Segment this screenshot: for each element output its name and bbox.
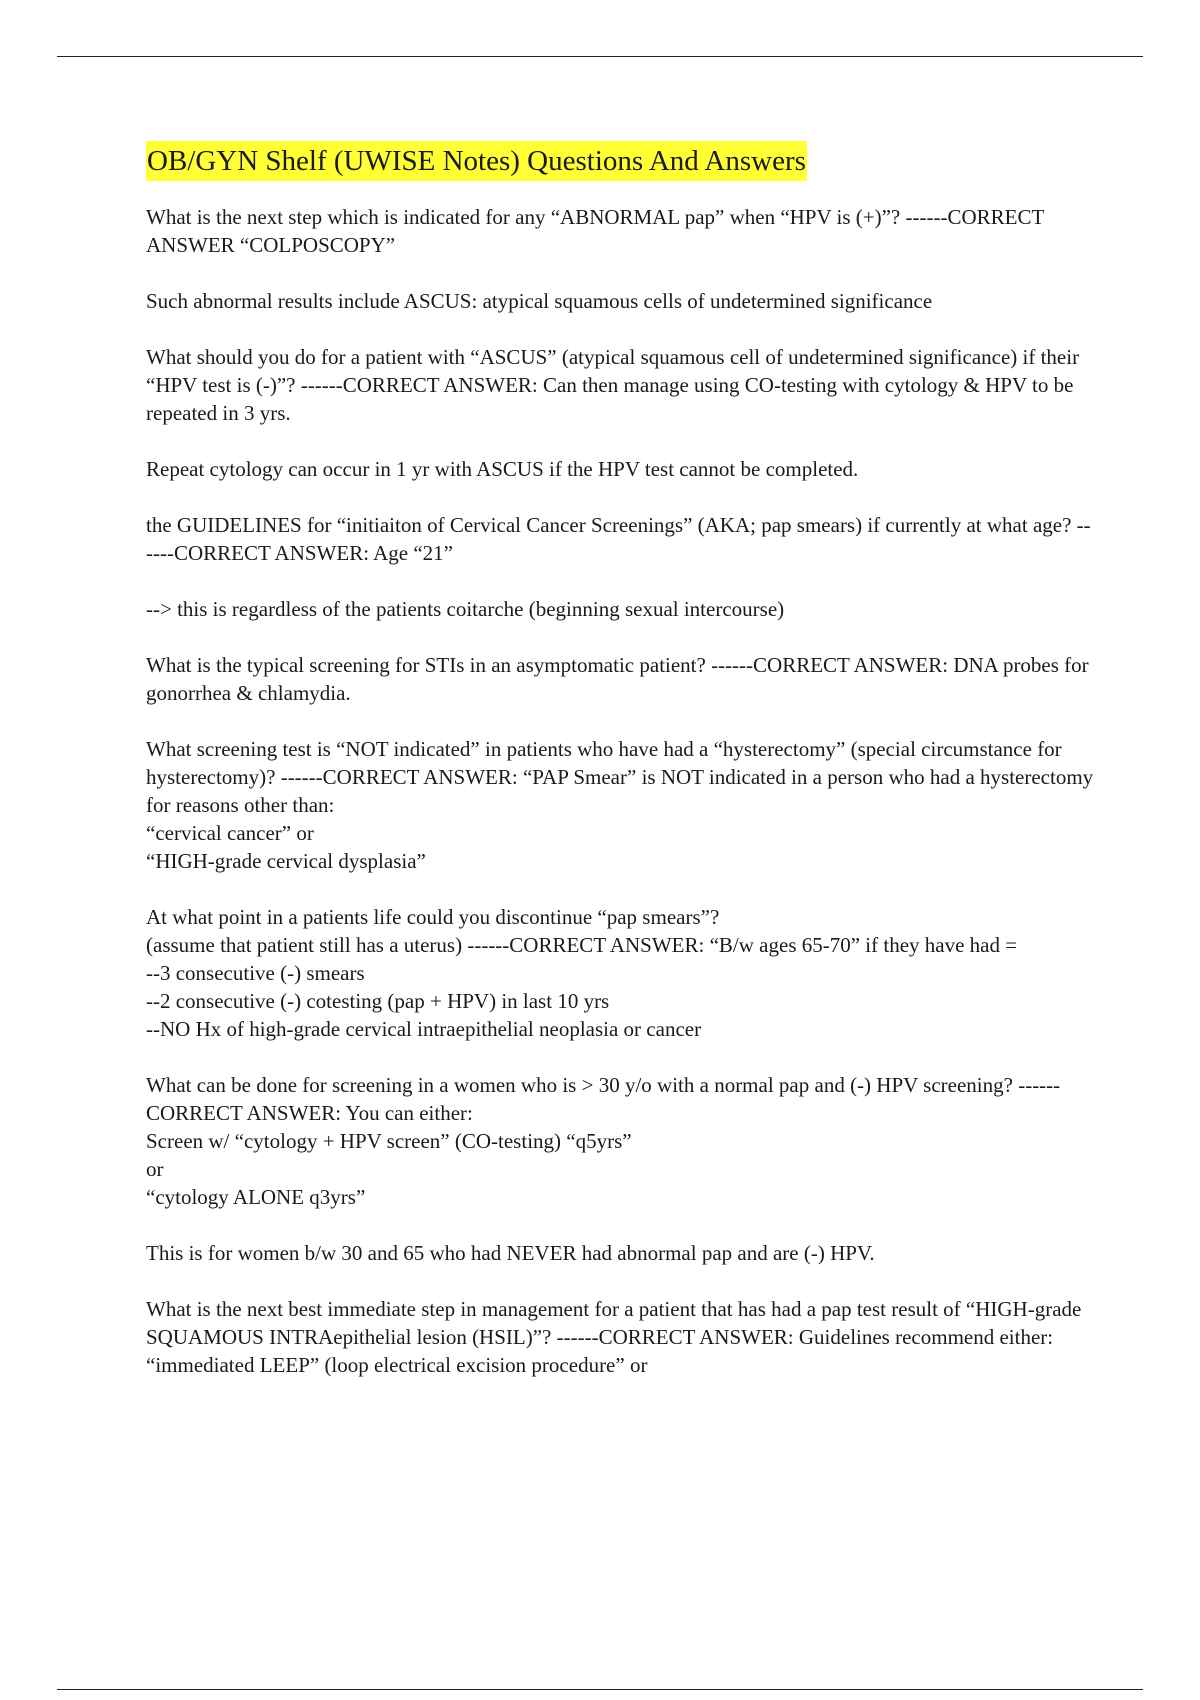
qa-block <box>146 511 1096 567</box>
text-line: Screen w/ “cytology + HPV screen” (CO-testing) “q5yrs” <box>146 1129 632 1153</box>
text-line: What is the next step which is indicated for any “ABNORMAL pap” when “HPV is (+)”? ------CORRECT ANSWER “COLPOSCOPY” <box>146 205 1044 257</box>
qa-block <box>146 1239 1096 1267</box>
text-line: --> this is regardless of the patients coitarche (beginning sexual intercourse) <box>146 597 785 621</box>
text-line: “cervical cancer” or <box>146 821 314 845</box>
text-line: “HIGH-grade cervical dysplasia” <box>146 849 426 873</box>
text-line: --NO Hx of high-grade cervical intraepithelial neoplasia or cancer <box>146 1017 702 1041</box>
qa-block <box>146 287 1096 315</box>
qa-block <box>146 1295 1096 1379</box>
text-line: What should you do for a patient with “ASCUS” (atypical squamous cell of undetermined significance) if their “HPV test is (-)”? ------CORRECT ANSWER: Can then manage using CO-testing with cytology & HPV to be repeated in 3 yrs. <box>146 345 1080 425</box>
text-line: --2 consecutive (-) cotesting (pap + HPV) in last 10 yrs <box>146 989 610 1013</box>
footer-rule <box>57 1689 1143 1690</box>
header-rule <box>57 56 1143 57</box>
document-body <box>146 141 1096 1407</box>
text-line: This is for women b/w 30 and 65 who had NEVER had abnormal pap and are (-) HPV. <box>146 1241 875 1265</box>
text-line: (assume that patient still has a uterus) ------CORRECT ANSWER: “B/w ages 65-70” if they have had = <box>146 933 1018 957</box>
document-title: OB/GYN Shelf (UWISE Notes) Questions And Answers <box>146 141 807 181</box>
qa-block <box>146 903 1096 1043</box>
qa-block <box>146 343 1096 427</box>
text-line: Such abnormal results include ASCUS: atypical squamous cells of undetermined significance <box>146 289 933 313</box>
qa-block <box>146 651 1096 707</box>
text-line: or <box>146 1157 164 1181</box>
qa-block <box>146 595 1096 623</box>
text-line: What is the typical screening for STIs in an asymptomatic patient? ------CORRECT ANSWER: DNA probes for gonorrhea & chlamydia. <box>146 653 1089 705</box>
text-line: “immediated LEEP” (loop electrical excision procedure” or <box>146 1353 648 1377</box>
text-line: --3 consecutive (-) smears <box>146 961 365 985</box>
text-line: the GUIDELINES for “initiaiton of Cervical Cancer Screenings” (AKA; pap smears) if currently at what age? ------CORRECT ANSWER: Age “21” <box>146 513 1091 565</box>
text-line: What screening test is “NOT indicated” in patients who have had a “hysterectomy” (special circumstance for hysterectomy)? ------CORRECT ANSWER: “PAP Smear” is NOT indicated in a person who had a hysterectomy for reasons other than: <box>146 737 1094 817</box>
text-line: At what point in a patients life could you discontinue “pap smears”? <box>146 905 720 929</box>
qa-list <box>146 203 1096 1379</box>
text-line: “cytology ALONE q3yrs” <box>146 1185 366 1209</box>
text-line: What is the next best immediate step in management for a patient that has had a pap test result of “HIGH-grade SQUAMOUS INTRAepithelial lesion (HSIL)”? ------CORRECT ANSWER: Guidelines recommend either: <box>146 1297 1082 1349</box>
text-line: What can be done for screening in a women who is > 30 y/o with a normal pap and (-) HPV screening? ------CORRECT ANSWER: You can either: <box>146 1073 1061 1125</box>
qa-block <box>146 735 1096 875</box>
qa-block <box>146 455 1096 483</box>
qa-block <box>146 1071 1096 1211</box>
qa-block <box>146 203 1096 259</box>
text-line: Repeat cytology can occur in 1 yr with ASCUS if the HPV test cannot be completed. <box>146 457 859 481</box>
